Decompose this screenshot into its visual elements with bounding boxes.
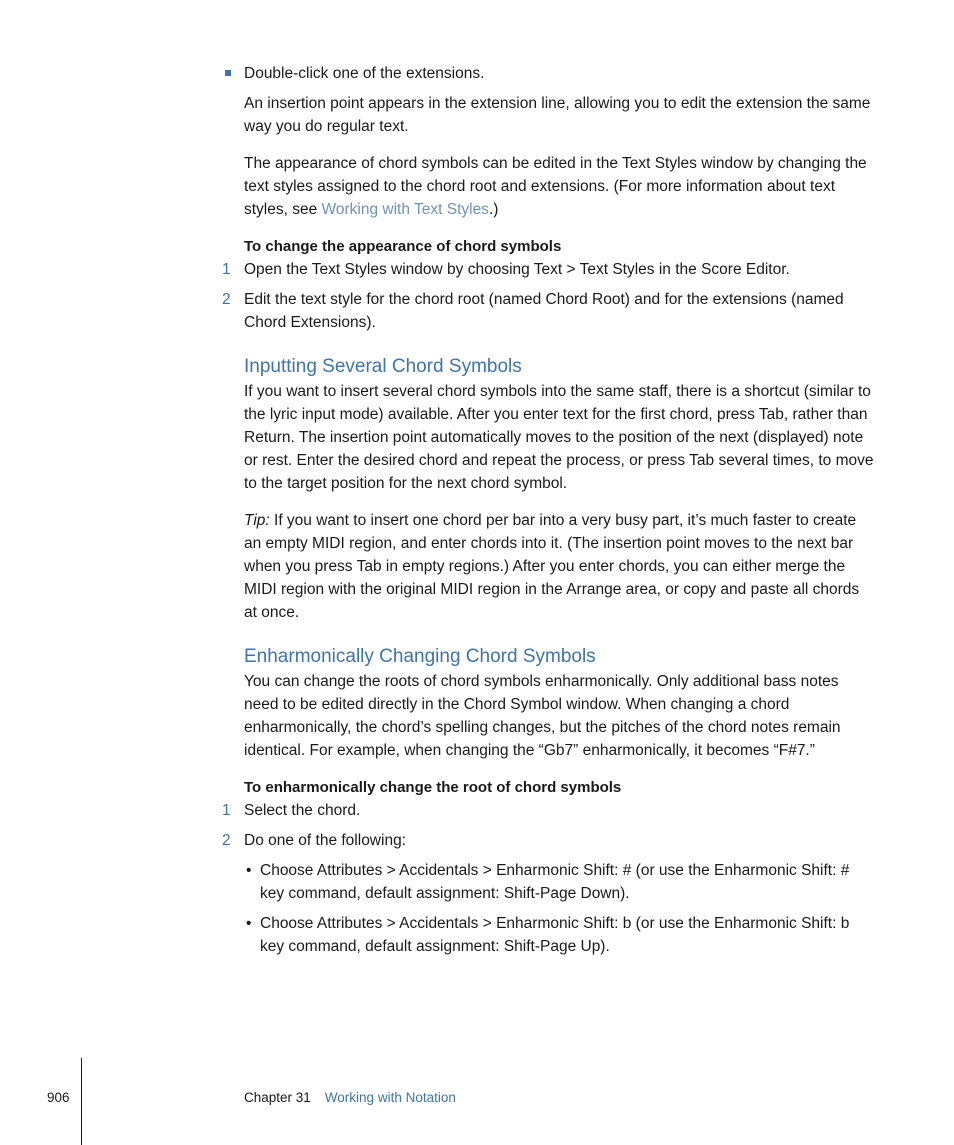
tip-text: If you want to insert one chord per bar into a very busy part, it’s much faster to create an empty MIDI region, and enter chords into it. (The insertion point moves to the next bar when you press Tab in empty regions.) After you enter chords, you can either merge the MIDI region with the original MIDI region in the Arrange area, or copy and paste all chords at once.	[244, 512, 860, 621]
task1-step-1	[222, 258, 876, 281]
intro-bullet-text: Double-click one of the extensions.	[244, 65, 485, 82]
task2-heading: To enharmonically change the root of chord symbols	[244, 779, 622, 796]
intro-p2-start: The appearance of chord symbols can be edited in the Text Styles window by changing the text styles assigned to the chord root and extensions. (For more information about text styles, see	[244, 155, 867, 218]
intro-p2-end: .)	[488, 201, 499, 218]
step-number: 1	[222, 802, 231, 819]
option-list	[246, 859, 876, 958]
tip-label: Tip:	[244, 512, 270, 529]
step-text: Edit the text style for the chord root (named Chord Root) and for the extensions (named Chord Extensions).	[244, 291, 844, 331]
chapter-label: Chapter 31	[244, 1090, 311, 1105]
option-item	[246, 912, 876, 958]
square-bullet-icon	[225, 70, 231, 76]
chapter-reference	[244, 1086, 456, 1109]
step-number: 2	[222, 291, 231, 308]
page-content	[222, 62, 876, 958]
intro-bullet	[244, 62, 876, 85]
section2-body: You can change the roots of chord symbols enharmonically. Only additional bass notes need to be edited directly in the Chord Symbol window. When changing a chord enharmonically, the chord’s spelling changes, but the pitches of the chord notes remain identical. For example, when changing the “Gb7” enharmonically, it becomes “F#7.”	[244, 673, 841, 759]
option-text: Choose Attributes > Accidentals > Enharmonic Shift: # (or use the Enharmonic Shift: # key command, default assignment: Shift-Page Down).	[260, 862, 850, 902]
option-text: Choose Attributes > Accidentals > Enharmonic Shift: b (or use the Enharmonic Shift: b key command, default assignment: Shift-Page Up).	[260, 915, 850, 955]
task1-step-2	[222, 288, 876, 334]
footer-divider	[81, 1058, 82, 1145]
step-number: 2	[222, 832, 231, 849]
bullet-dot-icon: •	[246, 862, 252, 879]
section1-body: If you want to insert several chord symbols into the same staff, there is a shortcut (similar to the lyric input mode) available. After you enter text for the first chord, press Tab, rather than Return. The insertion point automatically moves to the position of the next (displayed) note or rest. Enter the desired chord and repeat the process, or press Tab several times, to move to the target position for the next chord symbol.	[244, 383, 874, 492]
intro-paragraph-2	[244, 152, 876, 221]
task2-step-1	[222, 799, 876, 822]
tip-paragraph	[244, 509, 876, 624]
section2-title: Enharmonically Changing Chord Symbols	[244, 646, 596, 667]
intro-paragraph-1: An insertion point appears in the extension line, allowing you to edit the extension the same way you do regular text.	[244, 95, 871, 135]
step-number: 1	[222, 261, 231, 278]
task1-heading: To change the appearance of chord symbols	[244, 238, 562, 255]
text-styles-link[interactable]: Working with Text Styles	[321, 201, 489, 218]
section1-title: Inputting Several Chord Symbols	[244, 356, 522, 377]
option-item	[246, 859, 876, 905]
task2-step-2	[222, 829, 876, 852]
page-number: 906	[47, 1090, 70, 1105]
chapter-title: Working with Notation	[324, 1090, 456, 1105]
step-text: Select the chord.	[244, 802, 361, 819]
bullet-dot-icon: •	[246, 915, 252, 932]
step-text: Open the Text Styles window by choosing Text > Text Styles in the Score Editor.	[244, 261, 790, 278]
step-text: Do one of the following:	[244, 832, 406, 849]
